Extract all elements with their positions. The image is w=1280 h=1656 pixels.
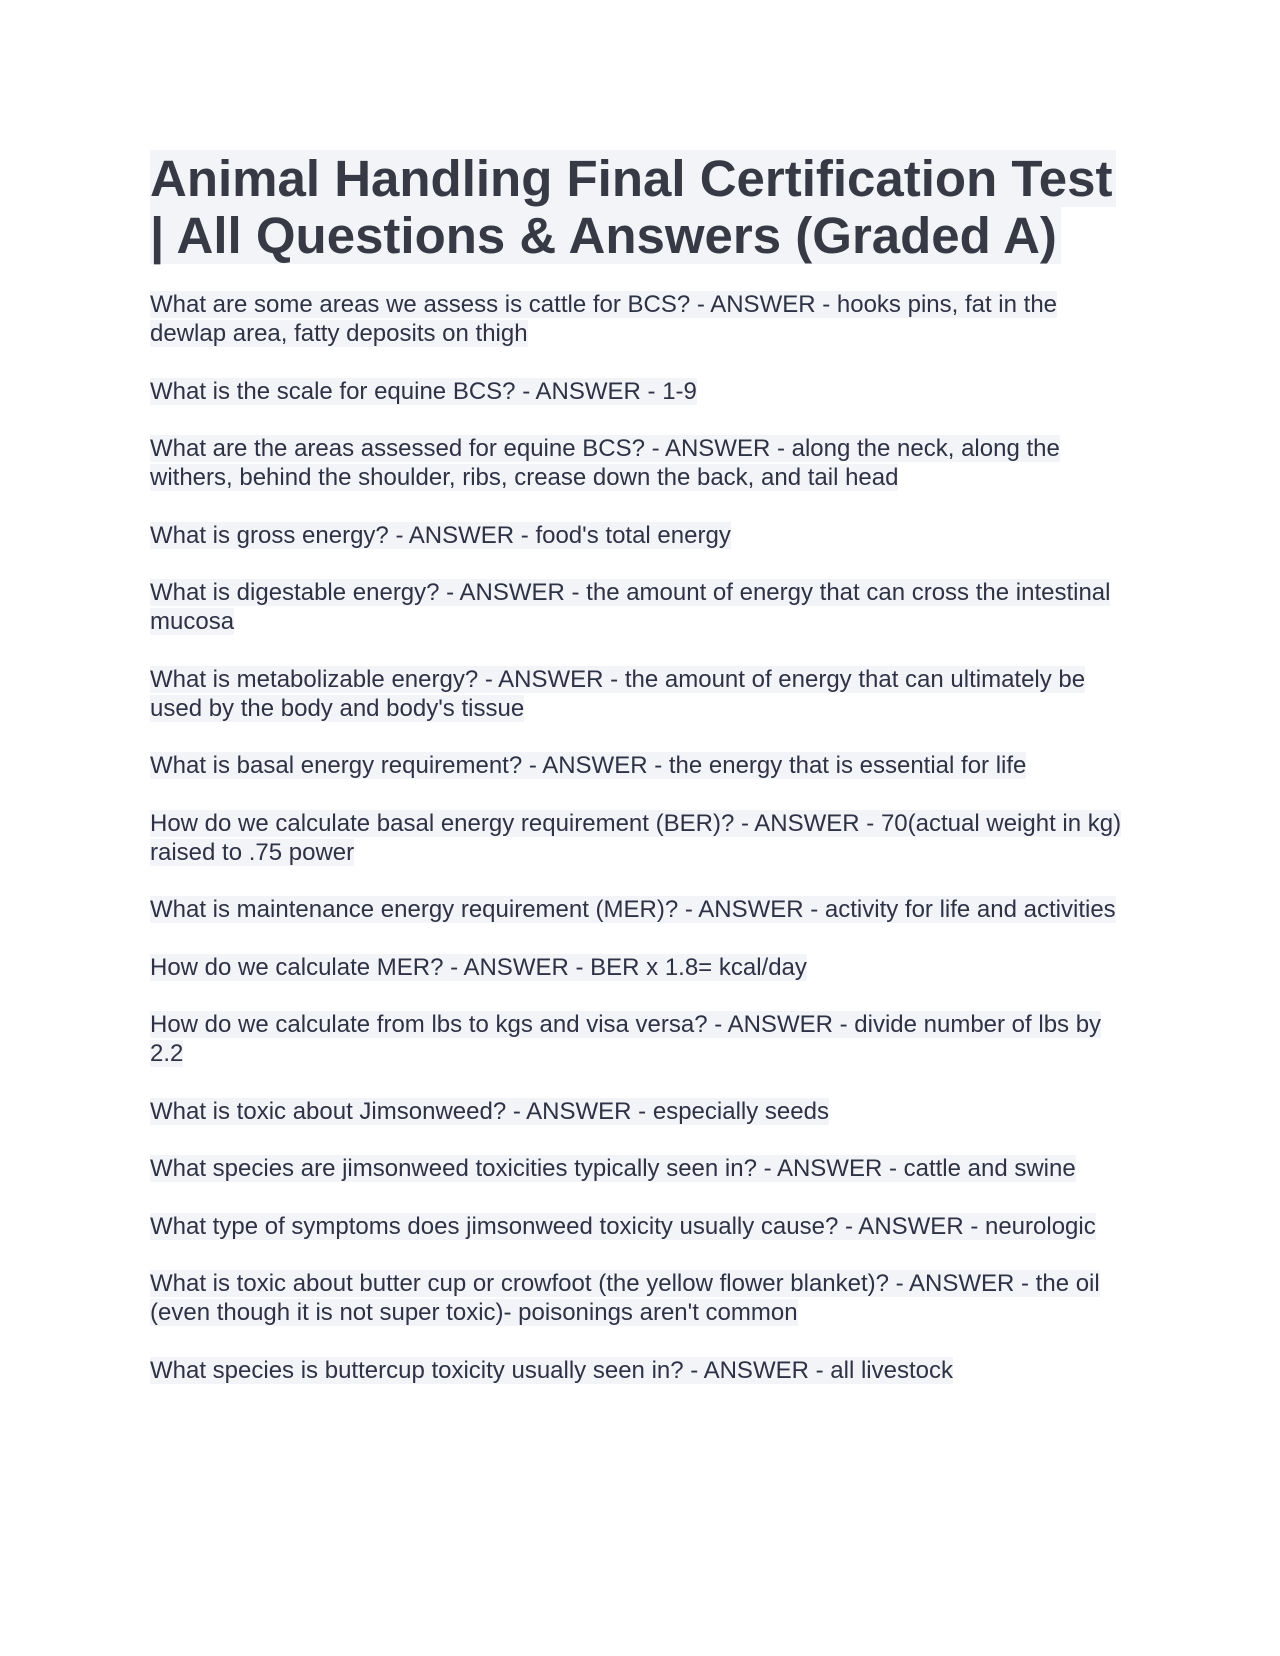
qa-text: What is maintenance energy requirement (MER)? - ANSWER - activity for life and activities (150, 896, 1116, 923)
qa-text: What species is buttercup toxicity usually seen in? - ANSWER - all livestock (150, 1356, 953, 1384)
qa-item (150, 1212, 1130, 1241)
qa-text: How do we calculate MER? - ANSWER - BER x 1.8= kcal/day (150, 953, 807, 981)
qa-text: How do we calculate basal energy requirement (BER)? - ANSWER - 70(actual weight in kg) raised to .75 power (150, 809, 1122, 866)
qa-item (150, 751, 1130, 780)
qa-item (150, 434, 1130, 492)
qa-item (150, 809, 1130, 867)
qa-text: What are the areas assessed for equine BCS? - ANSWER - along the neck, along the withers, behind the shoulder, ribs, crease down the back, and tail head (150, 435, 1060, 491)
qa-item (150, 953, 1130, 982)
document-page (150, 150, 1130, 1413)
qa-item (150, 665, 1130, 723)
qa-text: How do we calculate from lbs to kgs and visa versa? - ANSWER - divide number of lbs by 2.2 (150, 1011, 1102, 1067)
qa-item (150, 290, 1130, 348)
qa-item (150, 521, 1130, 550)
document-title-text: Animal Handling Final Certification Test | All Questions & Answers (Graded A) (150, 150, 1116, 264)
qa-text: What is metabolizable energy? - ANSWER - the amount of energy that can ultimately be used by the body and body's tissue (150, 665, 1086, 722)
qa-text: What is basal energy requirement? - ANSWER - the energy that is essential for life (150, 752, 1027, 779)
qa-text: What is the scale for equine BCS? - ANSWER - 1-9 (150, 377, 697, 405)
qa-item (150, 895, 1130, 924)
qa-item (150, 1154, 1130, 1183)
qa-item (150, 1269, 1130, 1327)
document-title (150, 150, 1130, 264)
qa-item (150, 1356, 1130, 1385)
qa-item (150, 1097, 1130, 1126)
qa-text: What is toxic about butter cup or crowfoot (the yellow flower blanket)? - ANSWER - the oil (even though it is not super toxic)- poisonings aren't common (150, 1270, 1100, 1326)
qa-item (150, 578, 1130, 636)
qa-text: What is digestable energy? - ANSWER - the amount of energy that can cross the intestinal mucosa (150, 579, 1111, 635)
qa-text: What are some areas we assess is cattle for BCS? - ANSWER - hooks pins, fat in the dewlap area, fatty deposits on thigh (150, 291, 1058, 347)
qa-item (150, 1010, 1130, 1068)
qa-text: What is gross energy? - ANSWER - food's total energy (150, 521, 731, 549)
qa-item (150, 377, 1130, 406)
qa-text: What species are jimsonweed toxicities typically seen in? - ANSWER - cattle and swine (150, 1155, 1076, 1182)
qa-list (150, 290, 1130, 1385)
qa-text: What is toxic about Jimsonweed? - ANSWER - especially seeds (150, 1097, 829, 1125)
qa-text: What type of symptoms does jimsonweed toxicity usually cause? - ANSWER - neurologic (150, 1212, 1096, 1240)
